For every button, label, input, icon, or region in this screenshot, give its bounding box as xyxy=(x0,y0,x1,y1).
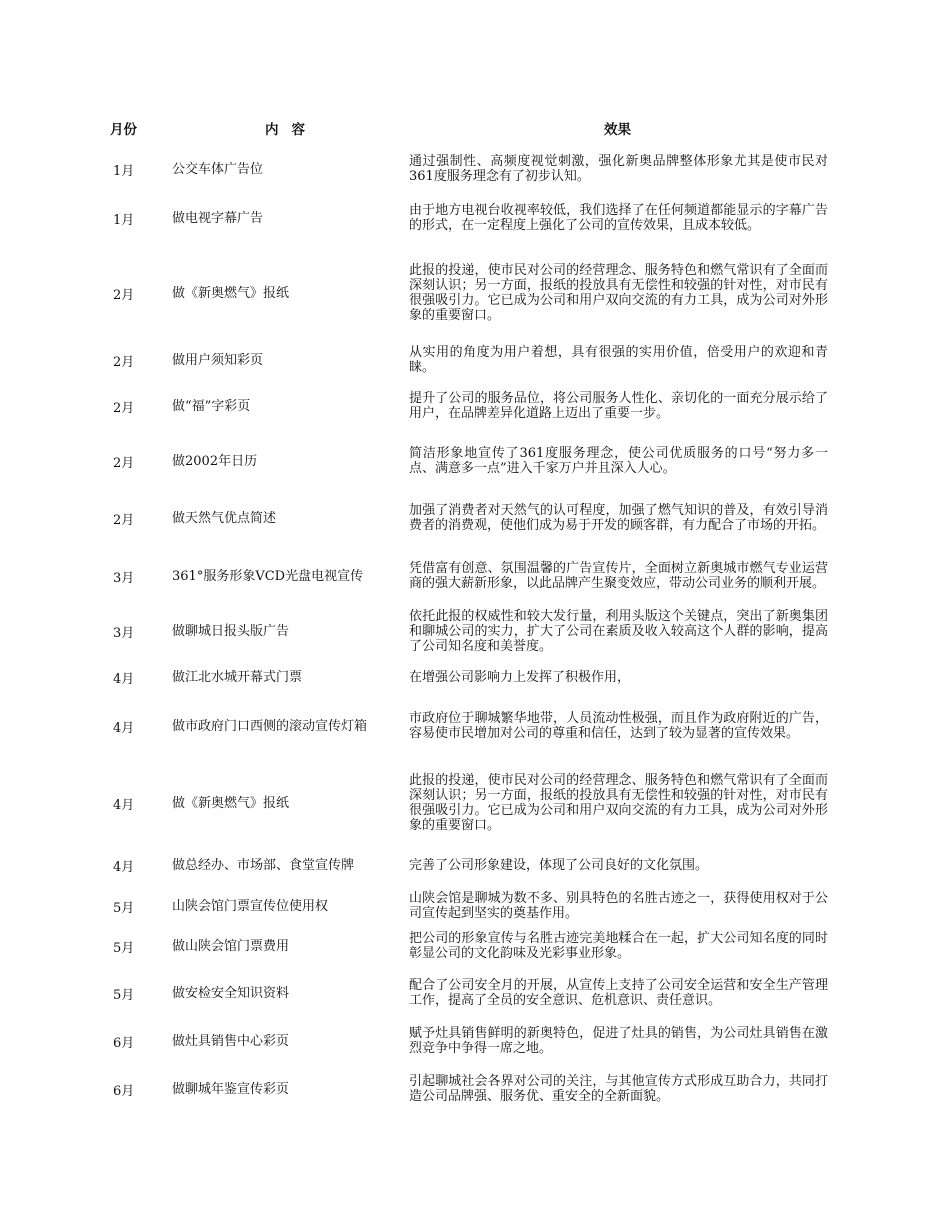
row-content-cell xyxy=(172,440,390,482)
row-effect: 在增强公司影响力上发挥了积极作用， xyxy=(409,669,631,685)
row-effect-cell xyxy=(409,701,828,751)
row-effect-cell xyxy=(409,256,828,330)
table-row xyxy=(0,1069,950,1109)
table-row xyxy=(0,549,950,603)
row-effect-cell xyxy=(409,149,828,189)
table-row xyxy=(0,887,950,925)
table-row xyxy=(0,341,950,379)
row-effect: 市政府位于聊城繁华地带，人员流动性极强，而且作为政府附近的广告，容易使市民增加对公司的尊重和信任，达到了较为显著的宣传效果。 xyxy=(409,711,828,741)
table-row xyxy=(0,149,950,189)
row-effect: 由于地方电视台收视率较低，我们选择了在任何频道都能显示的字幕广告的形式，在一定程度上强化了公司的宣传效果，且成本较低。 xyxy=(409,203,828,233)
row-content-cell xyxy=(172,387,390,425)
row-content-cell xyxy=(172,341,390,379)
row-month-cell xyxy=(113,387,163,425)
row-month: 2月 xyxy=(113,354,135,370)
row-month: 6月 xyxy=(113,1083,135,1099)
row-effect: 山陕会馆是聊城为数不多、别具特色的名胜古迹之一，获得使用权对于公司宣传起到坚实的奠基作用。 xyxy=(409,891,828,921)
row-month: 1月 xyxy=(113,212,135,228)
row-content-cell xyxy=(172,149,390,189)
row-effect: 把公司的形象宣传与名胜古迹完美地糅合在一起，扩大公司知名度的同时彰显公司的文化韵味及光彩事业形象。 xyxy=(409,931,828,961)
row-effect-cell xyxy=(409,766,828,840)
table-row xyxy=(0,766,950,840)
row-effect: 凭借富有创意、氛围温馨的广告宣传片，全面树立新奥城市燃气专业运营商的强大薪新形象，以此品牌产生聚变效应，带动公司业务的顺利开展。 xyxy=(409,561,828,591)
row-content: 做市政府门口西侧的滚动宣传灯箱 xyxy=(172,718,368,734)
row-content-cell xyxy=(172,927,390,965)
table-row xyxy=(0,701,950,751)
row-content-cell xyxy=(172,604,390,658)
row-month-cell xyxy=(113,666,163,688)
row-content: 做灶具销售中心彩页 xyxy=(172,1033,290,1049)
table-row xyxy=(0,604,950,658)
row-effect-cell xyxy=(409,492,828,544)
row-content: 做山陕会馆门票费用 xyxy=(172,938,290,954)
row-month: 2月 xyxy=(113,400,135,416)
row-month-cell xyxy=(113,887,163,925)
row-effect: 加强了消费者对天然气的认可程度，加强了燃气知识的普及，有效引导消费者的消费观，使他们成为易于开发的顾客群，有力配合了市场的开拓。 xyxy=(409,503,828,533)
row-month-cell xyxy=(113,440,163,482)
row-effect: 依托此报的权威性和较大发行量，利用头版这个关键点，突出了新奥集团和聊城公司的实力，扩大了公司在素质及收入较高这个人群的影响，提高了公司知名度和美誉度。 xyxy=(409,608,828,654)
table-row xyxy=(0,967,950,1019)
row-month: 2月 xyxy=(113,287,135,303)
row-content-cell xyxy=(172,766,390,840)
row-content: 做“福”字彩页 xyxy=(172,398,251,414)
row-month: 4月 xyxy=(113,797,135,813)
row-effect-cell xyxy=(409,927,828,965)
row-month-cell xyxy=(113,1069,163,1109)
row-content-cell xyxy=(172,1021,390,1061)
row-effect-cell xyxy=(409,666,828,688)
row-effect-cell xyxy=(409,604,828,658)
row-effect: 配合了公司安全月的开展，从宣传上支持了公司安全运营和安全生产管理工作，提高了全员的安全意识、危机意识、责任意识。 xyxy=(409,978,828,1008)
row-content-cell xyxy=(172,549,390,603)
row-month: 4月 xyxy=(113,859,135,875)
table-row xyxy=(0,927,950,965)
row-content: 做《新奥燃气》报纸 xyxy=(172,795,290,811)
row-content-cell xyxy=(172,666,390,688)
row-effect-cell xyxy=(409,387,828,425)
row-content: 做聊城年鉴宣传彩页 xyxy=(172,1081,290,1097)
table-row xyxy=(0,387,950,425)
row-effect-cell xyxy=(409,549,828,603)
row-content: 公交车体广告位 xyxy=(172,161,264,177)
row-effect-cell xyxy=(409,440,828,482)
row-month: 6月 xyxy=(113,1035,135,1051)
header-content: 内容 xyxy=(265,122,318,138)
row-month-cell xyxy=(113,967,163,1019)
row-month-cell xyxy=(113,927,163,965)
row-effect: 此报的投递，使市民对公司的经营理念、服务特色和燃气常识有了全面而深刻认识；另一方面，报纸的投放具有无偿性和较强的针对性，对市民有很强吸引力。它已成为公司和用户双向交流的有力工具，成为公司对外形象的重要窗口。 xyxy=(409,773,828,833)
table-row xyxy=(0,256,950,330)
row-effect: 通过强制性、高频度视觉刺激，强化新奥品牌整体形象尤其是使市民对361度服务理念有了初步认知。 xyxy=(409,154,828,184)
row-month-cell xyxy=(113,149,163,189)
row-month: 4月 xyxy=(113,671,135,687)
row-month: 2月 xyxy=(113,512,135,528)
row-effect: 此报的投递，使市民对公司的经营理念、服务特色和燃气常识有了全面而深刻认识；另一方面，报纸的投放具有无偿性和较强的针对性，对市民有很强吸引力。它已成为公司和用户双向交流的有力工具，成为公司对外形象的重要窗口。 xyxy=(409,263,828,323)
row-month: 4月 xyxy=(113,720,135,736)
row-effect: 简洁形象地宣传了361度服务理念，使公司优质服务的口号“努力多一点、满意多一点”进入千家万户并且深入人心。 xyxy=(409,446,828,476)
row-effect: 从实用的角度为用户着想，具有很强的实用价值，倍受用户的欢迎和青睐。 xyxy=(409,345,828,375)
row-content: 做电视字幕广告 xyxy=(172,210,264,226)
row-content: 做天然气优点简述 xyxy=(172,510,277,526)
row-effect: 完善了公司形象建设，体现了公司良好的文化氛围。 xyxy=(409,857,709,873)
row-effect-cell xyxy=(409,967,828,1019)
row-month-cell xyxy=(113,853,163,877)
row-month: 1月 xyxy=(113,163,135,179)
table-row xyxy=(0,666,950,688)
row-month-cell xyxy=(113,604,163,658)
row-effect-cell xyxy=(409,341,828,379)
row-effect: 引起聊城社会各界对公司的关注，与其他宣传方式形成互助合力，共同打造公司品牌强、服务优、重安全的全新面貌。 xyxy=(409,1074,828,1104)
row-month-cell xyxy=(113,766,163,840)
row-content-cell xyxy=(172,701,390,751)
row-month: 3月 xyxy=(113,625,135,641)
row-month-cell xyxy=(113,1021,163,1061)
row-content: 做总经办、市场部、食堂宣传牌 xyxy=(172,857,355,873)
table-row xyxy=(0,1021,950,1061)
table-row xyxy=(0,853,950,877)
row-month-cell xyxy=(113,549,163,603)
row-effect-cell xyxy=(409,193,828,243)
row-content: 做2002年日历 xyxy=(172,453,258,469)
row-effect-cell xyxy=(409,1021,828,1061)
row-month-cell xyxy=(113,701,163,751)
row-content-cell xyxy=(172,256,390,330)
row-effect-cell xyxy=(409,887,828,925)
row-effect-cell xyxy=(409,1069,828,1109)
row-content: 做用户须知彩页 xyxy=(172,352,264,368)
table-row xyxy=(0,193,950,243)
row-month-cell xyxy=(113,492,163,544)
row-month: 3月 xyxy=(113,570,135,586)
row-content-cell xyxy=(172,492,390,544)
row-content: 做聊城日报头版广告 xyxy=(172,623,290,639)
row-content: 山陕会馆门票宣传位使用权 xyxy=(172,898,329,914)
row-effect: 赋予灶具销售鲜明的新奥特色，促进了灶具的销售，为公司灶具销售在激烈竞争中争得一席之地。 xyxy=(409,1026,828,1056)
row-content: 做安检安全知识资料 xyxy=(172,985,290,1001)
header-effect: 效果 xyxy=(604,122,631,138)
row-content-cell xyxy=(172,853,390,877)
table-row xyxy=(0,440,950,482)
row-content-cell xyxy=(172,967,390,1019)
row-month: 5月 xyxy=(113,987,135,1003)
row-effect-cell xyxy=(409,853,828,877)
row-month-cell xyxy=(113,341,163,379)
row-content: 做江北水城开幕式门票 xyxy=(172,669,303,685)
row-content: 361°服务形象VCD光盘电视宣传 xyxy=(172,568,364,584)
row-effect: 提升了公司的服务品位，将公司服务人性化、亲切化的一面充分展示给了用户，在品牌差异化道路上迈出了重要一步。 xyxy=(409,391,828,421)
table-row xyxy=(0,492,950,544)
row-month: 5月 xyxy=(113,900,135,916)
row-content-cell xyxy=(172,887,390,925)
row-month: 2月 xyxy=(113,455,135,471)
row-month-cell xyxy=(113,256,163,330)
row-content-cell xyxy=(172,193,390,243)
header-month: 月份 xyxy=(110,122,137,138)
row-month-cell xyxy=(113,193,163,243)
row-content-cell xyxy=(172,1069,390,1109)
row-content: 做《新奥燃气》报纸 xyxy=(172,285,290,301)
row-month: 5月 xyxy=(113,940,135,956)
